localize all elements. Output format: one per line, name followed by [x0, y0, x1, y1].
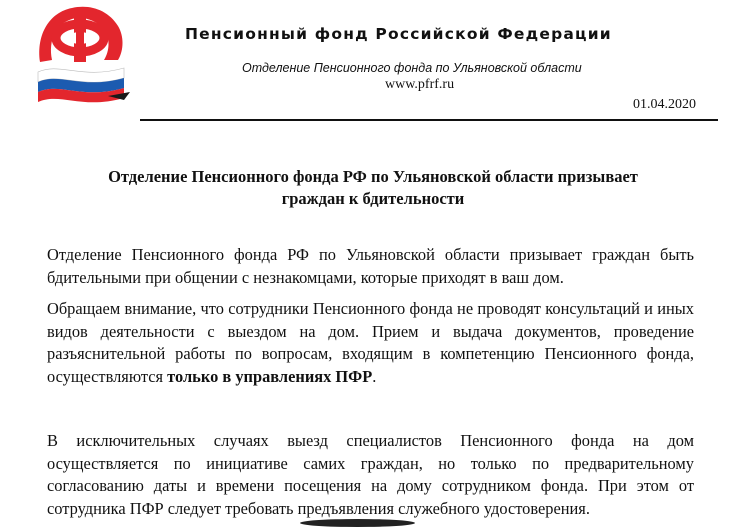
organization-name: Пенсионный фонд Российской Федерации [185, 25, 612, 43]
department-name: Отделение Пенсионного фонда по Ульяновской области [242, 61, 582, 75]
paragraph-1: Отделение Пенсионного фонда РФ по Ульяновской области призывает граждан быть бдительными при общении с незнакомцами, которые приходят в ваш дом. [47, 245, 694, 287]
paragraph-2 [47, 298, 694, 388]
paragraph-2-text: Обращаем внимание, что сотрудники Пенсионного фонда не проводят консультаций и иных видов деятельности с выездом на дом. Прием и выдача документов, проведение разъяснительной работы по вопросам, входящим в компетенцию Пенсионного фонда, осуществляются [47, 299, 694, 386]
paragraph-3: В исключительных случаях выезд специалистов Пенсионного фонда на дом осуществляется по инициативе самих граждан, но только по предварительному согласованию даты и времени посещения на дому сотрудником фонда. При этом от сотрудника ПФР следует требовать предъявления служебного удостоверения. [47, 431, 694, 518]
article-title-line-1: Отделение Пенсионного фонда РФ по Ульяновской области призывает [108, 167, 638, 186]
website-link[interactable]: www.pfrf.ru [385, 77, 455, 92]
cut-off-graphic [300, 519, 415, 527]
pfr-logo-icon [34, 4, 130, 104]
article-title [40, 166, 706, 210]
article-title-line-2: граждан к бдительности [281, 189, 465, 208]
header-divider [140, 119, 718, 121]
document-date: 01.04.2020 [633, 97, 696, 112]
paragraph-2-end: . [372, 366, 377, 386]
paragraph-2-emphasis: только в управлениях ПФР [167, 366, 373, 386]
